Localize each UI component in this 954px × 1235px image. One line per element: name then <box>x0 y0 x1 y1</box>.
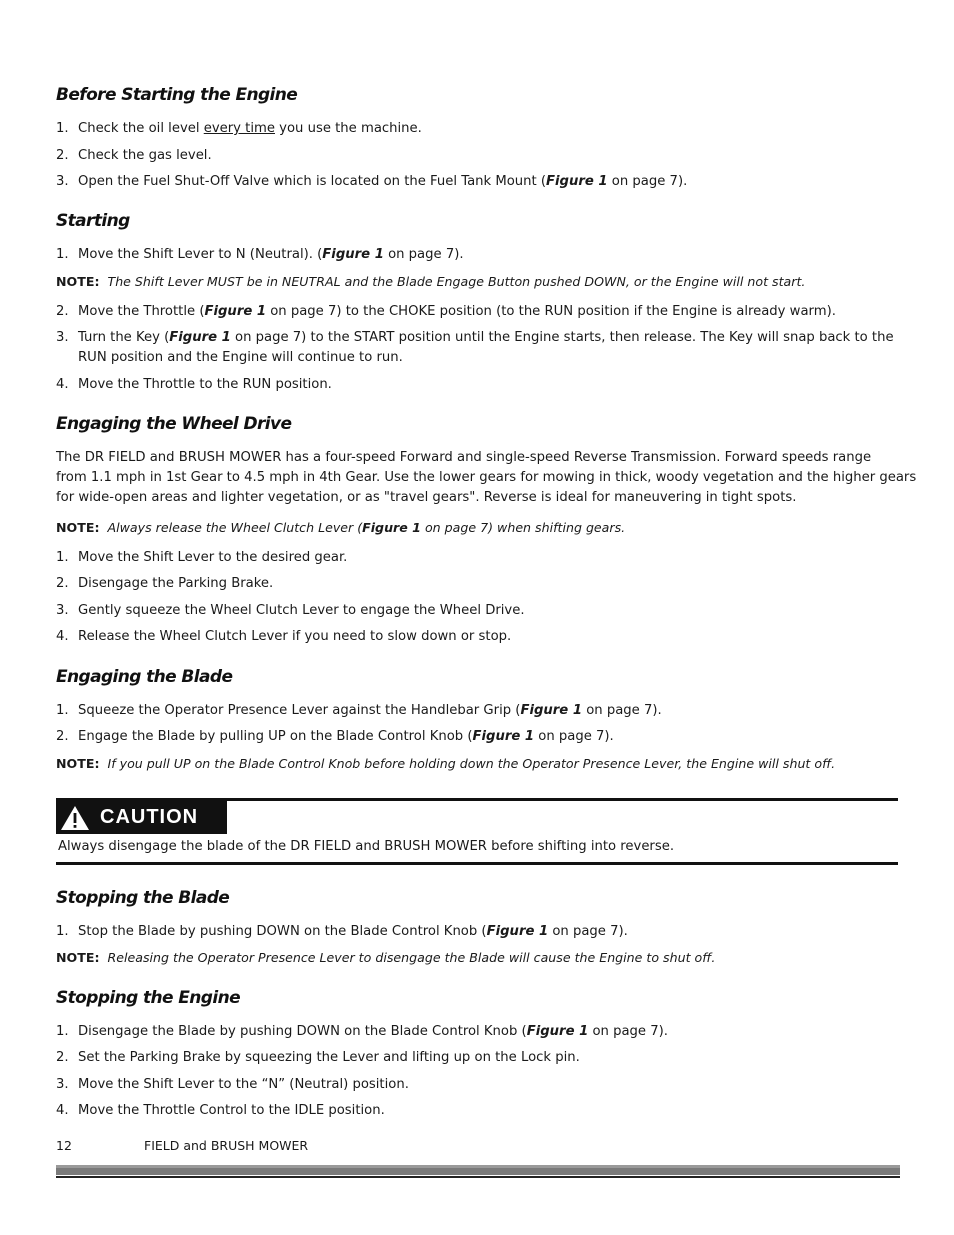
list-item: 1. Squeeze the Operator Presence Lever against the Handlebar Grip (Figure 1 on page 7). <box>56 703 662 718</box>
section-title-engaging-blade: Engaging the Blade <box>56 667 233 687</box>
figure-reference: Figure 1 <box>526 1024 589 1039</box>
figure-reference: Figure 1 <box>169 330 231 345</box>
list-item-continuation: RUN position and the Engine will continue to run. <box>78 350 403 365</box>
figure-reference: Figure 1 <box>362 520 421 535</box>
page-number: 12 <box>56 1138 72 1153</box>
list-item: 1. Check the oil level every time you use the machine. <box>56 121 422 136</box>
list-item: 4. Release the Wheel Clutch Lever if you need to slow down or stop. <box>56 629 512 644</box>
list-item: 1. Disengage the Blade by pushing DOWN on the Blade Control Knob (Figure 1 on page 7). <box>56 1024 668 1039</box>
figure-reference: Figure 1 <box>472 729 535 744</box>
footer-rule <box>56 1165 900 1179</box>
paragraph-line: from 1.1 mph in 1st Gear to 4.5 mph in 4th Gear. Use the lower gears for mowing in thick, woody vegetation and the higher gears <box>56 470 917 485</box>
paragraph-line: for wide-open areas and lighter vegetation, or as "travel gears". Reverse is ideal for maneuvering in tight spots. <box>56 490 797 505</box>
list-item: 2. Disengage the Parking Brake. <box>56 576 274 591</box>
section-title-stopping-blade: Stopping the Blade <box>56 888 230 908</box>
caution-bottom-rule <box>56 862 898 865</box>
list-item: 1. Move the Shift Lever to N (Neutral). (Figure 1 on page 7). <box>56 247 464 262</box>
list-item: 2. Engage the Blade by pulling UP on the Blade Control Knob (Figure 1 on page 7). <box>56 729 614 744</box>
caution-badge <box>56 801 227 834</box>
figure-reference: Figure 1 <box>486 924 549 939</box>
caution-label: CAUTION <box>100 806 199 828</box>
paragraph-line: The DR FIELD and BRUSH MOWER has a four-speed Forward and single-speed Reverse Transmission. Forward speeds range <box>56 450 872 465</box>
note: NOTE: If you pull UP on the Blade Control Knob before holding down the Operator Presence Lever, the Engine will shut off. <box>56 756 836 771</box>
figure-reference: Figure 1 <box>204 304 267 319</box>
footer-title: FIELD and BRUSH MOWER <box>144 1138 309 1153</box>
list-item: 1. Move the Shift Lever to the desired gear. <box>56 550 348 565</box>
list-item: 3. Gently squeeze the Wheel Clutch Lever to engage the Wheel Drive. <box>56 603 525 618</box>
figure-reference: Figure 1 <box>520 703 583 718</box>
list-item: 4. Move the Throttle Control to the IDLE position. <box>56 1103 385 1118</box>
warning-icon <box>60 805 90 831</box>
section-title-stopping-engine: Stopping the Engine <box>56 988 241 1008</box>
caution-text: Always disengage the blade of the DR FIELD and BRUSH MOWER before shifting into reverse. <box>58 839 675 854</box>
list-item: 2. Check the gas level. <box>56 148 212 163</box>
note: NOTE: The Shift Lever MUST be in NEUTRAL and the Blade Engage Button pushed DOWN, or the Engine will not start. <box>56 274 806 289</box>
list-item: 3. Move the Shift Lever to the “N” (Neutral) position. <box>56 1077 409 1092</box>
list-item: 2. Set the Parking Brake by squeezing the Lever and lifting up on the Lock pin. <box>56 1050 580 1065</box>
figure-reference: Figure 1 <box>546 174 608 189</box>
figure-reference: Figure 1 <box>322 247 384 262</box>
list-item: 1. Stop the Blade by pushing DOWN on the Blade Control Knob (Figure 1 on page 7). <box>56 924 628 939</box>
section-title-wheel-drive: Engaging the Wheel Drive <box>56 414 292 434</box>
list-item: 2. Move the Throttle (Figure 1 on page 7) to the CHOKE position (to the RUN position if the Engine is already warm). <box>56 304 836 319</box>
section-title-starting: Starting <box>56 211 130 231</box>
list-item: 3. Open the Fuel Shut-Off Valve which is located on the Fuel Tank Mount (Figure 1 on page 7). <box>56 174 688 189</box>
note: NOTE: Releasing the Operator Presence Lever to disengage the Blade will cause the Engine to shut off. <box>56 950 716 965</box>
note: NOTE: Always release the Wheel Clutch Lever (Figure 1 on page 7) when shifting gears. <box>56 520 626 535</box>
section-title-before-starting: Before Starting the Engine <box>56 85 298 105</box>
list-item: 3. Turn the Key (Figure 1 on page 7) to the START position until the Engine starts, then release. The Key will snap back to the <box>56 330 894 345</box>
list-item: 4. Move the Throttle to the RUN position. <box>56 377 332 392</box>
